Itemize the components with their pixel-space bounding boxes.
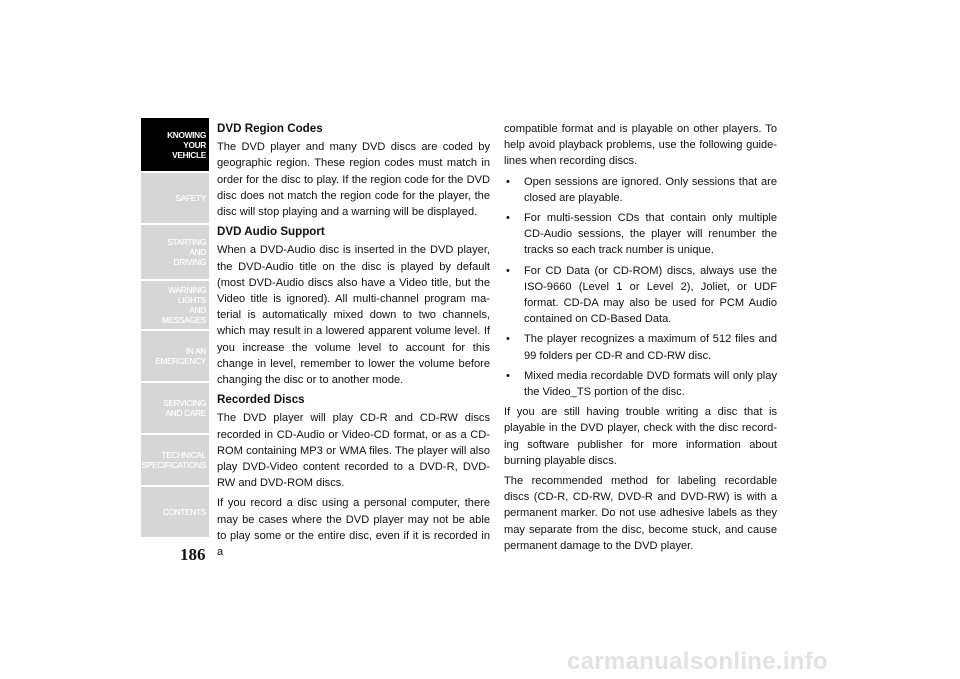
page-number: 186	[180, 545, 206, 564]
list-item	[504, 331, 777, 363]
paragraph-trouble-writing: If you are still having trouble writing a disc that is playable in the DVD player, check with the disc record-ing software publisher for more information about burning playable discs.	[504, 406, 777, 467]
tab-contents[interactable]: CONTENTS	[141, 487, 209, 539]
watermark: carmanualsonline.info	[567, 648, 829, 675]
bullet-icon: •	[506, 212, 510, 225]
right-column	[504, 121, 777, 558]
list-item-text: The player recognizes a maximum of 512 files and 99 folders per CD-R and CD-RW disc.	[524, 333, 777, 362]
paragraph-guidelines-intro: compatible format and is playable on other players. To help avoid playback problems, use the following guide-lines when recording discs.	[504, 123, 777, 168]
list-item-text: Open sessions are ignored. Only sessions that are closed are playable.	[524, 175, 777, 204]
list-item-text: For multi-session CDs that contain only multiple CD-Audio sessions, the player will renumber the tracks so each track number is unique.	[524, 212, 777, 257]
list-item-text: For CD Data (or CD-ROM) discs, always use the ISO-9660 (Level 1 or Level 2), Joliet, or UDF format. CD-DA may also be used for PCM Audio contained on CD-Based Data.	[524, 264, 777, 326]
heading-dvd-audio-support: DVD Audio Support	[217, 225, 325, 239]
paragraph-dvd-audio-support: When a DVD-Audio disc is inserted in the DVD player, the DVD-Audio title on the disc is played by default (most DVD-Audio discs also have a Video title, but the Video title is ignored). All multi-channel program ma-terial is automatically mixed down to two channels, which may result in a lowered apparent volume level. If you increase the volume level to account for this change in level, remember to lower the volume before changing the disc or to another mode.	[217, 244, 490, 387]
list-item-text: Mixed media recordable DVD formats will only play the Video_TS portion of the disc.	[524, 369, 777, 399]
paragraph-labeling: The recommended method for labeling recordable discs (CD-R, CD-RW, DVD-R and DVD-RW) is with a permanent marker. Do not use adhesive labels as they may separate from the disc, become stuck, and cause permanent damage to the DVD player.	[504, 475, 777, 552]
bullet-icon: •	[506, 175, 510, 188]
list-item	[504, 368, 777, 400]
paragraph-recorded-discs-1: The DVD player will play CD-R and CD-RW discs recorded in CD-Audio or Video-CD format, or as a CD-ROM containing MP3 or WMA files. The player will also play DVD-Video content recorded to a DVD-R, DVD-RW and DVD-ROM discs.	[217, 412, 490, 490]
tab-technical-specifications[interactable]: TECHNICAL SPECIFICATIONS	[141, 435, 209, 487]
list-item	[504, 174, 777, 206]
heading-dvd-region-codes: DVD Region Codes	[217, 122, 323, 135]
tab-in-an-emergency[interactable]: IN AN EMERGENCY	[141, 331, 209, 383]
tab-safety[interactable]: SAFETY	[141, 173, 209, 225]
tab-starting-and-driving[interactable]: STARTING AND DRIVING	[141, 225, 209, 281]
left-column	[217, 121, 490, 564]
bullet-icon: •	[506, 333, 510, 346]
tab-warning-lights-and-messages[interactable]: WARNING LIGHTS AND MESSAGES	[141, 281, 209, 331]
bullet-icon: •	[506, 369, 510, 382]
tab-knowing-your-vehicle[interactable]: KNOWING YOUR VEHICLE	[141, 118, 209, 173]
bullet-icon: •	[506, 264, 510, 277]
paragraph-dvd-region-codes: The DVD player and many DVD discs are coded by geographic region. These region codes must match in order for the disc to play. If the region code for the DVD disc does not match the region code for the player, the disc will stop playing and a warning will be displayed.	[217, 141, 490, 219]
guidelines-list	[504, 174, 777, 401]
tab-servicing-and-care[interactable]: SERVICING AND CARE	[141, 383, 209, 435]
list-item	[504, 263, 777, 328]
paragraph-recorded-discs-2: If you record a disc using a personal computer, there may be cases where the DVD player may not be able to play some or the entire disc, even if it is recorded in a	[217, 497, 490, 559]
list-item	[504, 210, 777, 259]
heading-recorded-discs: Recorded Discs	[217, 393, 305, 407]
